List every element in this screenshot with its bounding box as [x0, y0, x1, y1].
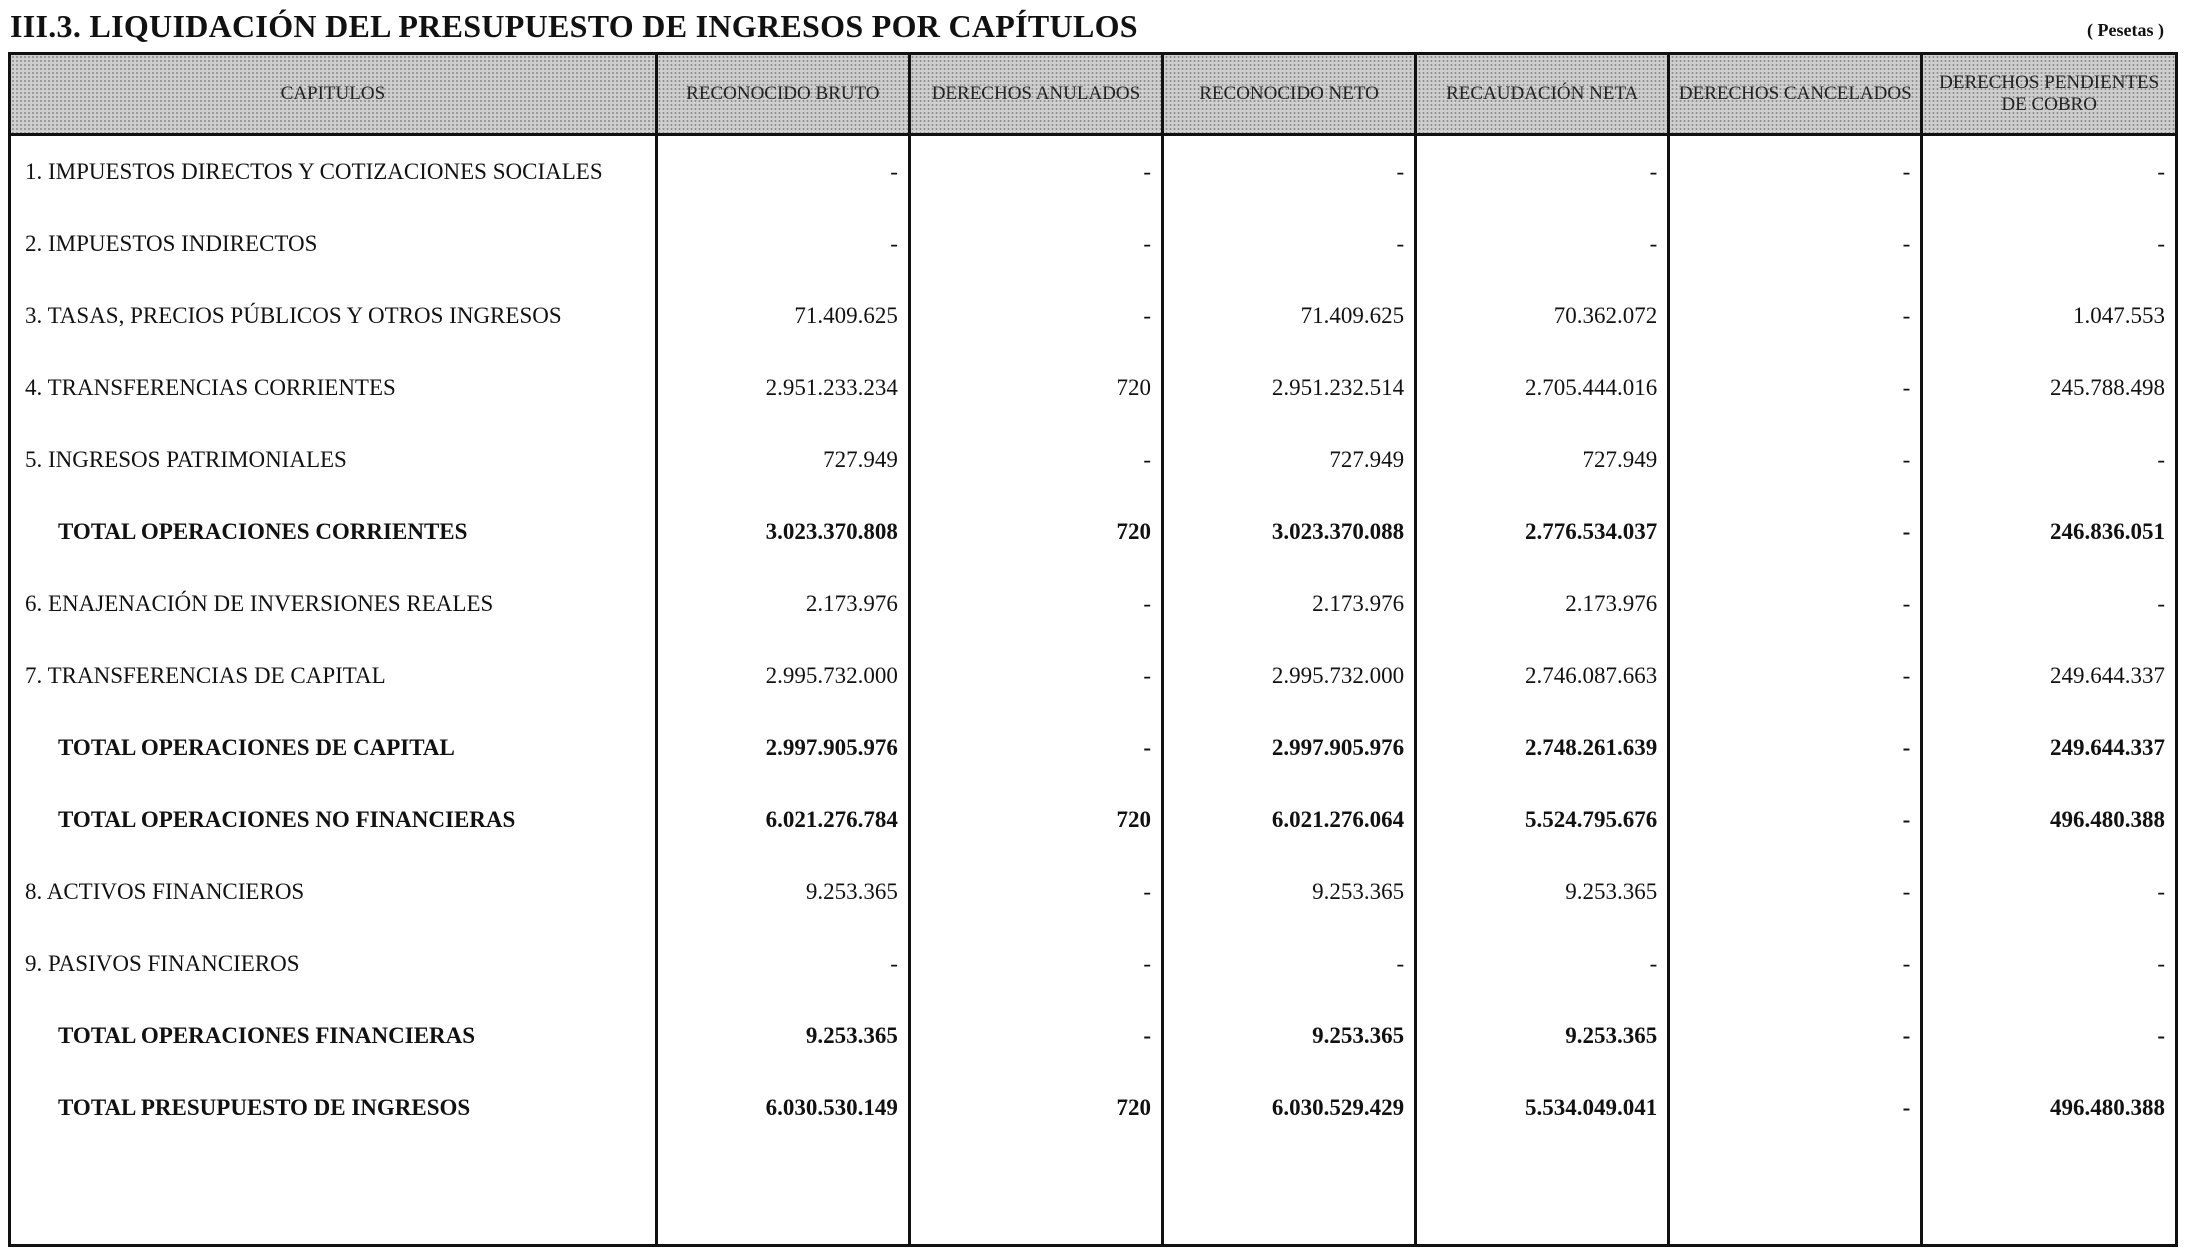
- cell-derechos-cancelados: -: [1669, 424, 1922, 496]
- cell-derechos-anulados: -: [909, 640, 1162, 712]
- table-row: [11, 640, 2175, 712]
- cell-derechos-cancelados: -: [1669, 352, 1922, 424]
- row-label: 7. TRANSFERENCIAS DE CAPITAL: [11, 640, 656, 712]
- cell-reconocido-neto: 9.253.365: [1163, 1000, 1416, 1072]
- cell-recaudacion-neta: 9.253.365: [1416, 856, 1669, 928]
- cell-derechos-pendientes: 1.047.553: [2073, 303, 2165, 328]
- row-label: 5. INGRESOS PATRIMONIALES: [11, 424, 656, 496]
- cell-derechos-pendientes: -: [2157, 447, 2165, 472]
- row-label: 4. TRANSFERENCIAS CORRIENTES: [11, 352, 656, 424]
- cell-recaudacion-neta: 2.748.261.639: [1416, 712, 1669, 784]
- cell-reconocido-neto: -: [1163, 135, 1416, 209]
- table-body: [11, 135, 2175, 1245]
- row-label: 8. ACTIVOS FINANCIEROS: [11, 856, 656, 928]
- filler-cell: [1416, 1144, 1669, 1244]
- cell-reconocido-neto: 9.253.365: [1163, 856, 1416, 928]
- cell-reconocido-neto: 2.997.905.976: [1163, 712, 1416, 784]
- cell-derechos-cancelados: -: [1669, 208, 1922, 280]
- cell-reconocido-bruto: 727.949: [656, 424, 909, 496]
- row-label: 1. IMPUESTOS DIRECTOS Y COTIZACIONES SOCIALES: [11, 135, 656, 209]
- cell-derechos-cancelados: -: [1669, 496, 1922, 568]
- cell-derechos-cancelados: -: [1669, 1072, 1922, 1144]
- filler-cell: [1669, 1144, 1922, 1244]
- cell-derechos-anulados: 720: [909, 496, 1162, 568]
- row-label: 3. TASAS, PRECIOS PÚBLICOS Y OTROS INGRESOS: [11, 280, 656, 352]
- cell-derechos-cancelados: -: [1669, 856, 1922, 928]
- table-row: [11, 135, 2175, 209]
- cell-reconocido-neto: 71.409.625: [1163, 280, 1416, 352]
- header-capitulos: CAPITULOS: [11, 55, 656, 135]
- table-row: [11, 352, 2175, 424]
- cell-reconocido-bruto: -: [656, 928, 909, 1000]
- cell-reconocido-bruto: 9.253.365: [656, 1000, 909, 1072]
- cell-recaudacion-neta: 2.776.534.037: [1416, 496, 1669, 568]
- cell-derechos-cancelados: -: [1669, 712, 1922, 784]
- cell-recaudacion-neta: 2.746.087.663: [1416, 640, 1669, 712]
- cell-derechos-pendientes: -: [2157, 159, 2165, 184]
- cell-derechos-cancelados: -: [1669, 928, 1922, 1000]
- total-row: [11, 1000, 2175, 1072]
- cell-recaudacion-neta: 9.253.365: [1416, 1000, 1669, 1072]
- cell-reconocido-bruto: 2.951.233.234: [656, 352, 909, 424]
- cell-derechos-cancelados: -: [1669, 280, 1922, 352]
- cell-reconocido-bruto: -: [656, 135, 909, 209]
- cell-recaudacion-neta: 5.534.049.041: [1416, 1072, 1669, 1144]
- cell-derechos-cancelados: -: [1669, 784, 1922, 856]
- cell-derechos-pendientes: -: [2157, 231, 2165, 256]
- cell-recaudacion-neta: -: [1416, 208, 1669, 280]
- cell-derechos-pendientes: 245.788.498: [2050, 375, 2165, 400]
- cell-recaudacion-neta: -: [1416, 135, 1669, 209]
- cell-reconocido-bruto: 9.253.365: [656, 856, 909, 928]
- cell-derechos-anulados: -: [909, 568, 1162, 640]
- cell-reconocido-neto: 727.949: [1163, 424, 1416, 496]
- row-label: 2. IMPUESTOS INDIRECTOS: [11, 208, 656, 280]
- filler-cell: [909, 1144, 1162, 1244]
- header-derechos-cancelados: DERECHOS CANCELADOS: [1669, 55, 1922, 135]
- cell-derechos-anulados: -: [909, 280, 1162, 352]
- cell-recaudacion-neta: -: [1416, 928, 1669, 1000]
- cell-derechos-pendientes: 249.644.337: [2050, 663, 2165, 688]
- table-row: [11, 424, 2175, 496]
- cell-reconocido-neto: 2.995.732.000: [1163, 640, 1416, 712]
- cell-recaudacion-neta: 727.949: [1416, 424, 1669, 496]
- cell-recaudacion-neta: 70.362.072: [1416, 280, 1669, 352]
- cell-reconocido-bruto: 6.030.530.149: [656, 1072, 909, 1144]
- cell-reconocido-neto: -: [1163, 208, 1416, 280]
- table-row: [11, 856, 2175, 928]
- budget-table: [11, 55, 2175, 1244]
- header-reconocido-neto: RECONOCIDO NETO: [1163, 55, 1416, 135]
- cell-derechos-cancelados: -: [1669, 640, 1922, 712]
- units-label: ( Pesetas ): [2087, 20, 2164, 40]
- table-header: [11, 55, 2175, 135]
- cell-reconocido-bruto: 3.023.370.808: [656, 496, 909, 568]
- cell-reconocido-bruto: 2.995.732.000: [656, 640, 909, 712]
- total-row: [11, 784, 2175, 856]
- cell-derechos-anulados: -: [909, 424, 1162, 496]
- table-row: [11, 568, 2175, 640]
- row-label: TOTAL PRESUPUESTO DE INGRESOS: [11, 1072, 656, 1144]
- cell-derechos-anulados: -: [909, 208, 1162, 280]
- cell-derechos-pendientes: -: [2157, 951, 2165, 976]
- cell-reconocido-bruto: 2.997.905.976: [656, 712, 909, 784]
- cell-reconocido-bruto: 2.173.976: [656, 568, 909, 640]
- cell-reconocido-bruto: -: [656, 208, 909, 280]
- cell-derechos-cancelados: -: [1669, 1000, 1922, 1072]
- row-label: TOTAL OPERACIONES FINANCIERAS: [11, 1000, 656, 1072]
- cell-derechos-anulados: 720: [909, 784, 1162, 856]
- cell-derechos-anulados: -: [909, 1000, 1162, 1072]
- cell-reconocido-neto: 6.021.276.064: [1163, 784, 1416, 856]
- cell-derechos-pendientes: 249.644.337: [2050, 735, 2165, 760]
- cell-derechos-anulados: 720: [909, 352, 1162, 424]
- cell-reconocido-neto: 2.173.976: [1163, 568, 1416, 640]
- cell-reconocido-bruto: 71.409.625: [656, 280, 909, 352]
- row-label: 6. ENAJENACIÓN DE INVERSIONES REALES: [11, 568, 656, 640]
- cell-reconocido-neto: 6.030.529.429: [1163, 1072, 1416, 1144]
- row-label: 9. PASIVOS FINANCIEROS: [11, 928, 656, 1000]
- cell-reconocido-neto: 3.023.370.088: [1163, 496, 1416, 568]
- filler-cell: [656, 1144, 909, 1244]
- filler-cell: [11, 1144, 656, 1244]
- cell-derechos-pendientes: -: [2157, 879, 2165, 904]
- header-derechos-pendientes: DERECHOS PENDIENTES DE COBRO: [1922, 55, 2175, 135]
- table-row: [11, 280, 2175, 352]
- filler-cell: [1163, 1144, 1416, 1244]
- cell-derechos-pendientes: 496.480.388: [2050, 807, 2165, 832]
- total-row: [11, 1072, 2175, 1144]
- cell-reconocido-bruto: 6.021.276.784: [656, 784, 909, 856]
- cell-derechos-pendientes: -: [2157, 591, 2165, 616]
- cell-recaudacion-neta: 2.705.444.016: [1416, 352, 1669, 424]
- total-row: [11, 712, 2175, 784]
- cell-recaudacion-neta: 5.524.795.676: [1416, 784, 1669, 856]
- filler-cell: [1922, 1144, 2175, 1244]
- cell-reconocido-neto: -: [1163, 928, 1416, 1000]
- cell-derechos-anulados: -: [909, 712, 1162, 784]
- row-label: TOTAL OPERACIONES DE CAPITAL: [11, 712, 656, 784]
- cell-derechos-pendientes: 496.480.388: [2050, 1095, 2165, 1120]
- header-recaudacion-neta: RECAUDACIÓN NETA: [1416, 55, 1669, 135]
- header-row: [11, 55, 2175, 135]
- header-derechos-anulados: DERECHOS ANULADOS: [909, 55, 1162, 135]
- cell-derechos-pendientes: 246.836.051: [2050, 519, 2165, 544]
- row-label: TOTAL OPERACIONES NO FINANCIERAS: [11, 784, 656, 856]
- page-title: III.3. LIQUIDACIÓN DEL PRESUPUESTO DE INGRESOS POR CAPÍTULOS: [10, 8, 1138, 44]
- cell-derechos-anulados: -: [909, 856, 1162, 928]
- cell-reconocido-neto: 2.951.232.514: [1163, 352, 1416, 424]
- cell-derechos-anulados: 720: [909, 1072, 1162, 1144]
- cell-recaudacion-neta: 2.173.976: [1416, 568, 1669, 640]
- cell-derechos-anulados: -: [909, 928, 1162, 1000]
- cell-derechos-cancelados: -: [1669, 568, 1922, 640]
- header-reconocido-bruto: RECONOCIDO BRUTO: [656, 55, 909, 135]
- total-row: [11, 496, 2175, 568]
- table-row: [11, 208, 2175, 280]
- table-row: [11, 928, 2175, 1000]
- cell-derechos-pendientes: -: [2157, 1023, 2165, 1048]
- cell-derechos-cancelados: -: [1669, 135, 1922, 209]
- filler-row: [11, 1144, 2175, 1244]
- cell-derechos-anulados: -: [909, 135, 1162, 209]
- row-label: TOTAL OPERACIONES CORRIENTES: [11, 496, 656, 568]
- budget-table-frame: [8, 52, 2178, 1247]
